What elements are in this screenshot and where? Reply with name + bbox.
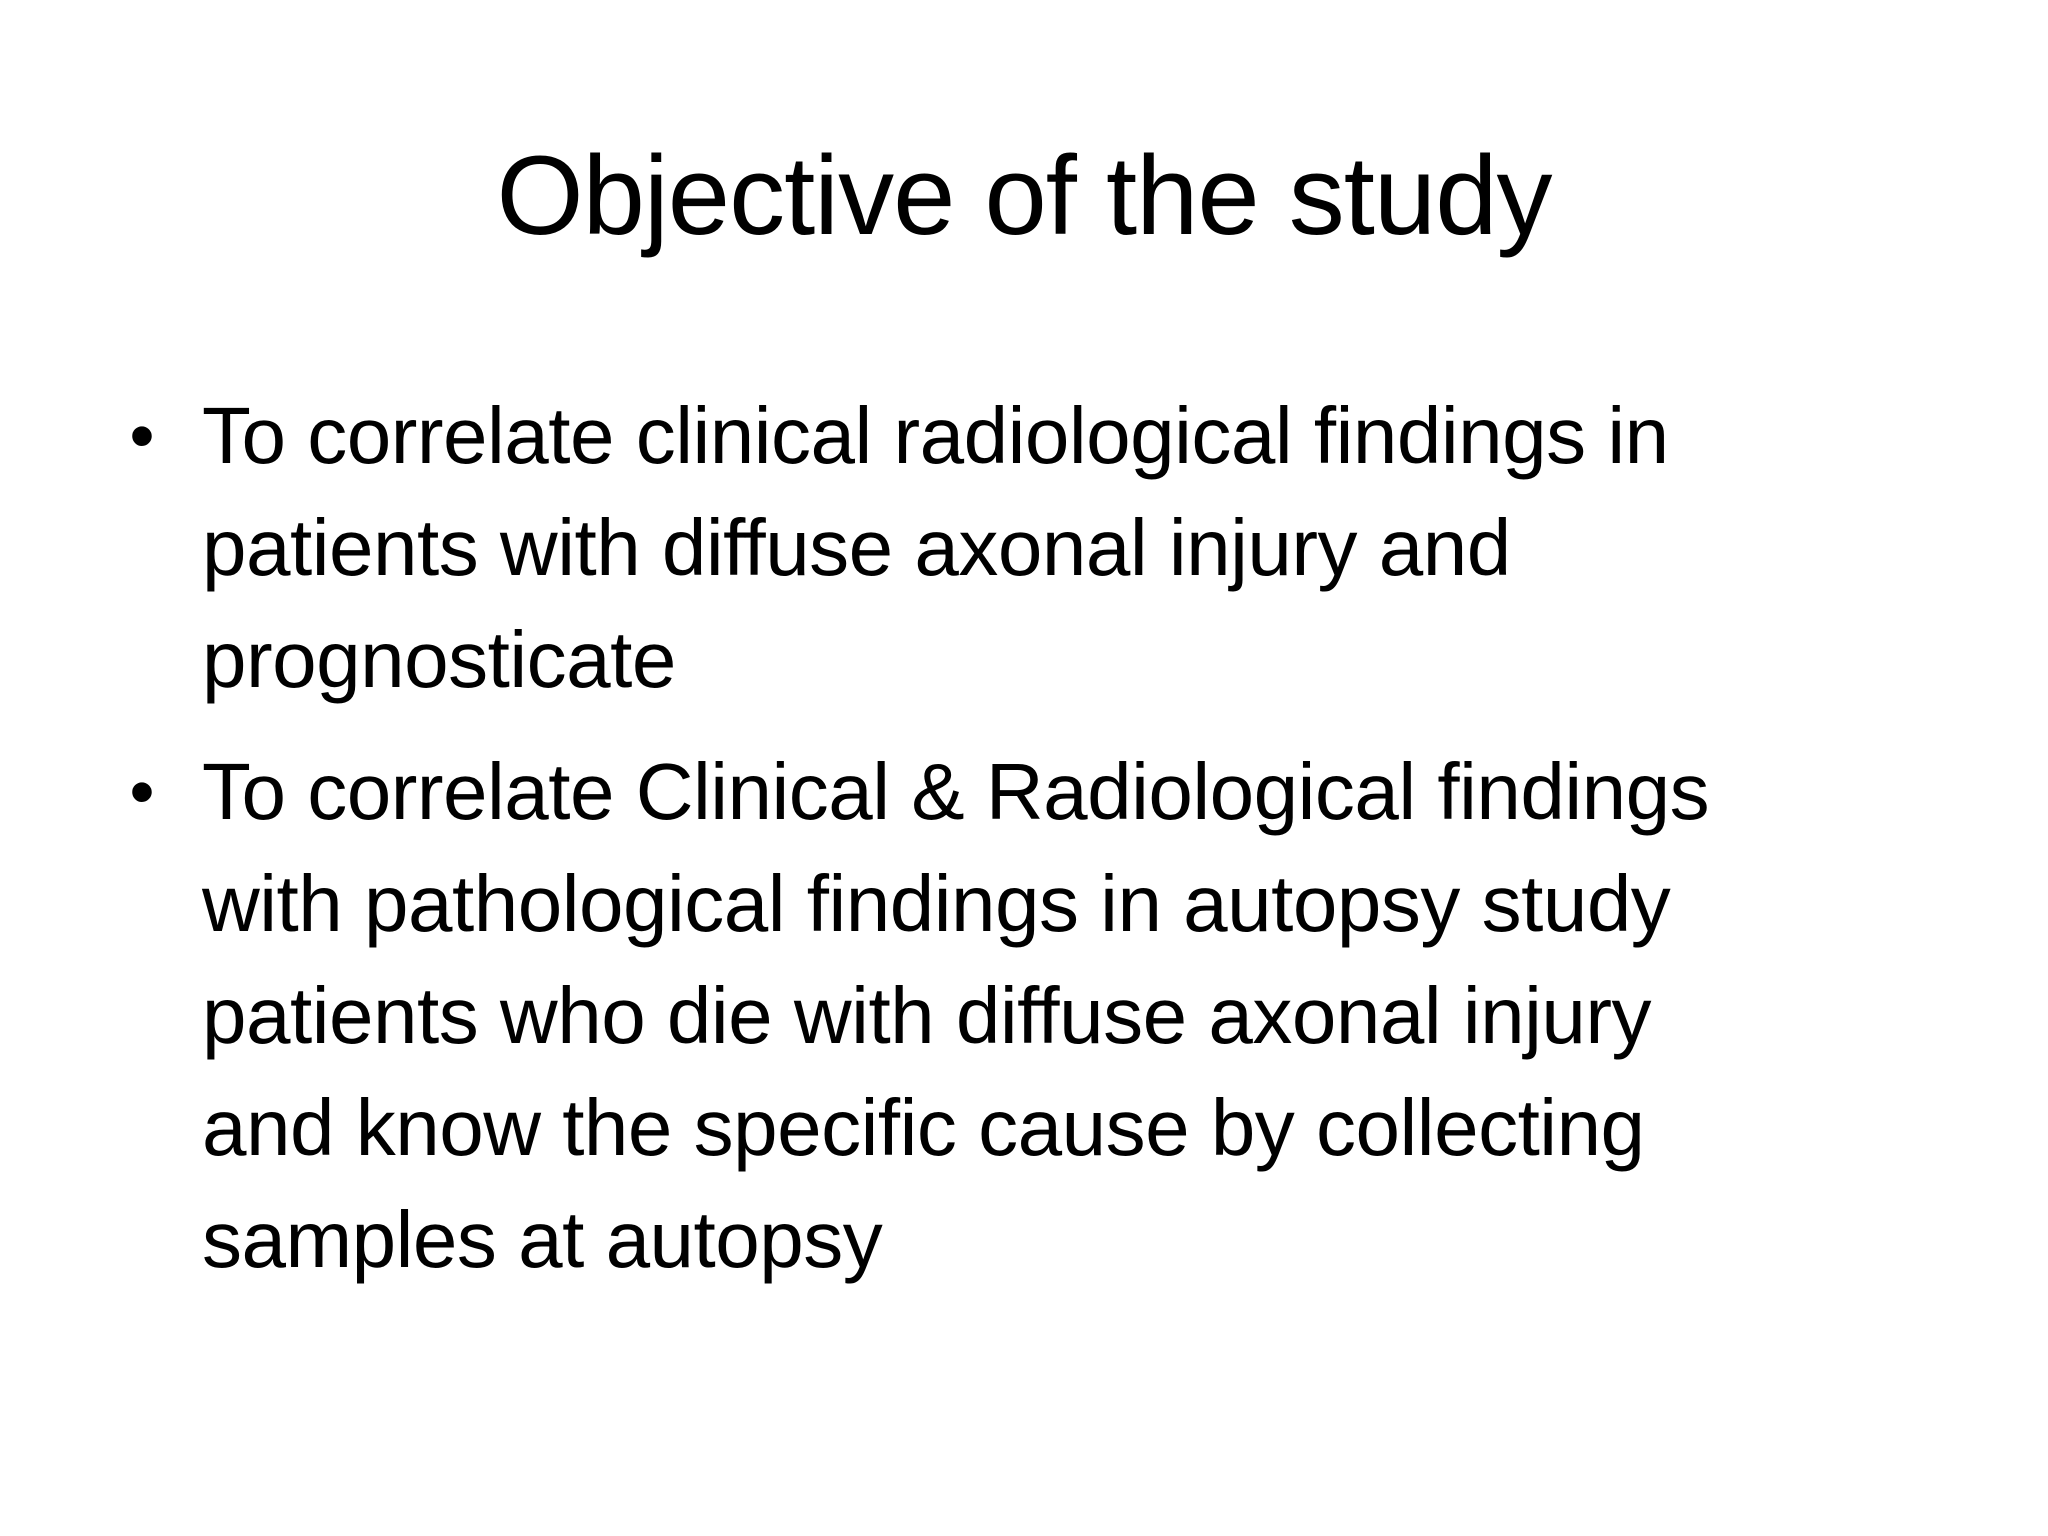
bullet-dot-icon: • (129, 396, 155, 476)
bullet-line: To correlate clinical radiological findings in (202, 391, 1669, 480)
bullet-dot-icon: • (129, 752, 155, 832)
bullet-line: patients who die with diffuse axonal injury (202, 971, 1652, 1060)
bullet-line: patients with diffuse axonal injury and (202, 503, 1511, 592)
bullet-line: samples at autopsy (202, 1195, 883, 1284)
bullet-text (202, 380, 1822, 716)
bullet-list (122, 380, 1822, 1316)
bullet-line: prognosticate (202, 615, 676, 704)
bullet-line: with pathological findings in autopsy study (202, 859, 1671, 948)
bullet-text (202, 736, 1822, 1296)
bullet-line: and know the specific cause by collecting (202, 1083, 1645, 1172)
bullet-line: To correlate Clinical & Radiological findings (202, 747, 1710, 836)
bullet-item (122, 736, 1822, 1296)
slide-title: Objective of the study (496, 133, 1552, 258)
bullet-item (122, 380, 1822, 716)
